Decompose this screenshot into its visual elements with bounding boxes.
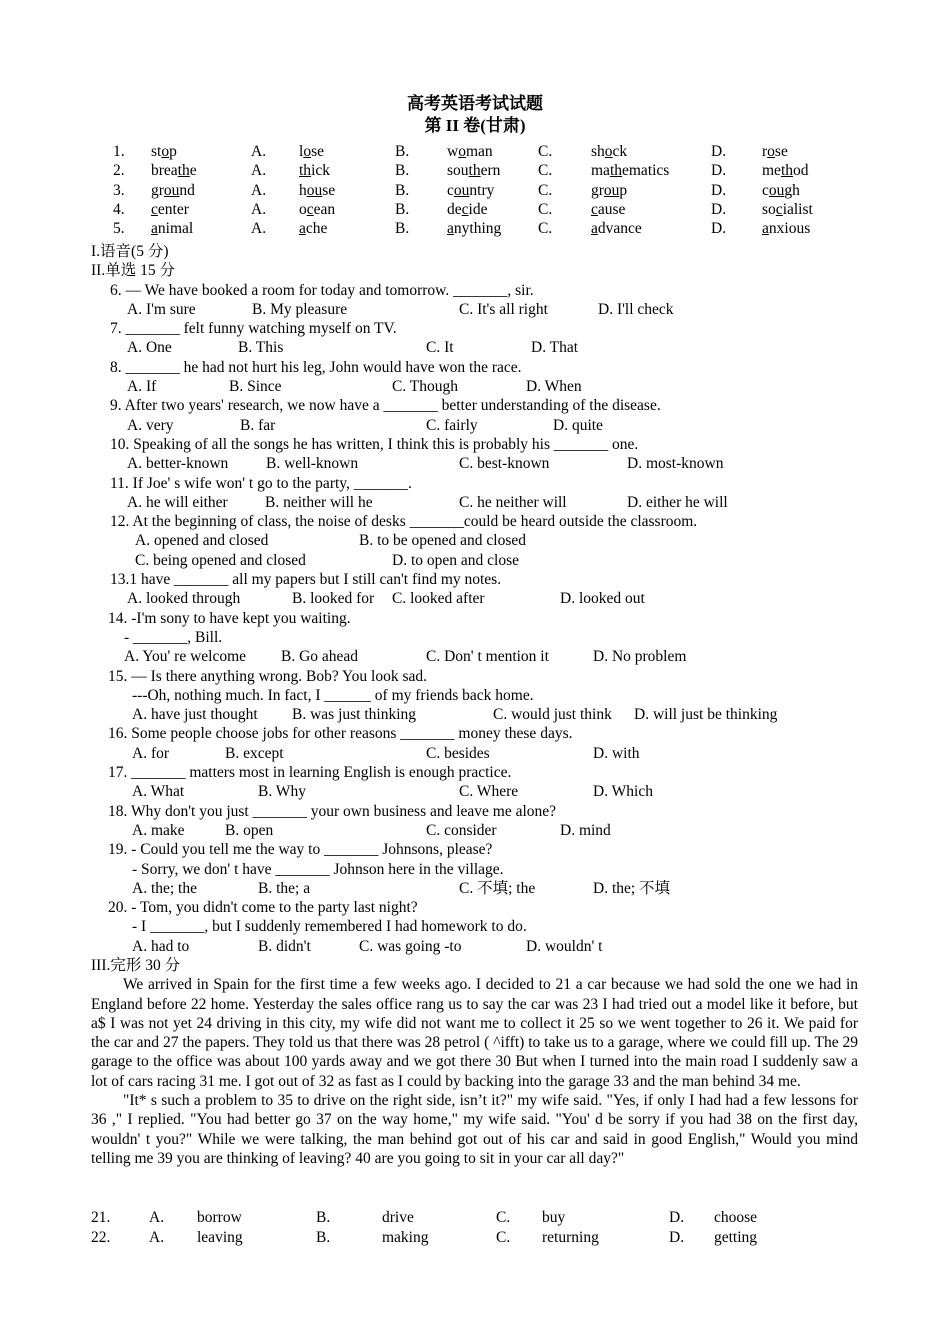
option-word: anything	[447, 220, 502, 238]
section-heading-line	[0, 956, 950, 975]
option-word: buy	[542, 1209, 566, 1227]
option-label: D.	[711, 143, 727, 160]
answer-option: C. was going -to	[359, 937, 462, 955]
question-stem: 13.1 have _______ all my papers but I still can't find my notes.	[110, 571, 502, 589]
question-line	[0, 860, 950, 879]
answer-option: A. the; the	[132, 879, 197, 897]
answer-option: A. You' re welcome	[124, 648, 247, 666]
question-line	[0, 435, 950, 454]
question-line	[0, 686, 950, 705]
question-line	[0, 724, 950, 743]
option-label: C.	[538, 181, 553, 199]
underlined-letters: ou	[453, 181, 470, 199]
option-label: C.	[496, 1209, 511, 1227]
question-stem: 16. Some people choose jobs for other reasons _______ money these days.	[108, 725, 573, 743]
phonetics-row	[0, 219, 950, 238]
answer-option: A. If	[127, 378, 157, 396]
section-heading-line	[0, 261, 950, 280]
question-line	[0, 667, 950, 686]
options-line	[0, 647, 950, 666]
cloze-option-row	[0, 1228, 950, 1247]
underlined-letters: th	[299, 162, 312, 180]
passage-body	[91, 975, 858, 1168]
underlined-letters: ou	[163, 181, 180, 199]
answer-option: D. will just be thinking	[634, 706, 778, 724]
answer-option: D. the; 不填	[593, 879, 671, 897]
option-label: A.	[149, 1228, 165, 1246]
question-stem: 19. - Could you tell me the way to _______ Johnsons, please?	[108, 841, 493, 859]
option-word: woman	[447, 143, 493, 160]
section-heading-line	[0, 242, 950, 261]
question-line	[0, 917, 950, 936]
option-word: choose	[714, 1209, 758, 1227]
option-label: A.	[251, 220, 267, 238]
answer-option: B. well-known	[266, 455, 359, 473]
section-heading: III.完形 30 分	[91, 956, 181, 974]
answer-option: A. What	[132, 783, 185, 801]
option-word: mathematics	[591, 162, 670, 180]
options-line	[0, 338, 950, 357]
answer-option: A. make	[132, 821, 185, 839]
option-word: ache	[299, 220, 328, 238]
options-line	[0, 531, 950, 550]
answer-option: A. One	[127, 339, 172, 357]
answer-option: A. looked through	[127, 590, 241, 608]
answer-option: B. This	[238, 339, 284, 357]
option-word: rose	[762, 143, 788, 160]
options-line	[0, 454, 950, 473]
answer-option: D. Which	[593, 783, 653, 801]
options-line	[0, 782, 950, 801]
answer-option: B. was just thinking	[292, 706, 417, 724]
option-word: drive	[382, 1209, 414, 1227]
page-title: 高考英语考试试题	[407, 94, 543, 113]
question-number: 22.	[91, 1228, 111, 1246]
answer-option: D. When	[526, 378, 582, 396]
option-label: C.	[538, 162, 553, 180]
answer-option: C. consider	[426, 821, 497, 839]
answer-option: D. quite	[553, 416, 603, 434]
options-line	[0, 551, 950, 570]
answer-option: B. far	[240, 416, 276, 434]
underlined-letters: th	[468, 162, 481, 180]
question-word: animal	[151, 220, 194, 238]
answer-option: C. looked after	[392, 590, 485, 608]
phonetics-row	[0, 142, 950, 161]
question-number: 2.	[113, 162, 125, 180]
option-word: leaving	[197, 1228, 243, 1246]
question-stem: 20. - Tom, you didn't come to the party last night?	[108, 899, 418, 917]
answer-option: D. That	[531, 339, 579, 357]
underlined-letters: th	[177, 162, 190, 180]
question-line	[0, 512, 950, 531]
question-stem: - _______, Bill.	[124, 628, 223, 646]
answer-option: A. have just thought	[132, 706, 258, 724]
option-label: B.	[316, 1209, 331, 1227]
option-word: lose	[299, 143, 324, 160]
underlined-letters: c	[151, 200, 158, 218]
passage-paragraph: "It* s such a problem to 35 to drive on the right side, isn’t it?" my wife said. "Yes, if only I had had a few lessons for 36 ," I replied. "You had better go 37 on the way home," my wife said. "You' d be sorry if you had 38 on the first day, wouldn' t you?" While we were talking, the man behind got out of his car and said in good English," Would you mind telling me 39 you are thinking of leaving? 40 are you going to sit in your car all day?"	[91, 1092, 858, 1167]
question-stem: 9. After two years' research, we now have a _______ better understanding of the disease.	[110, 397, 661, 415]
question-stem: - I _______, but I suddenly remembered I had homework to do.	[132, 918, 527, 936]
option-label: C.	[538, 200, 553, 218]
question-line	[0, 570, 950, 589]
question-stem: - Sorry, we don' t have _______ Johnson here in the village.	[132, 860, 504, 878]
option-word: group	[591, 181, 628, 199]
question-stem: 11. If Joe' s wife won' t go to the party, _______.	[110, 474, 412, 492]
question-stem: 8. _______ he had not hurt his leg, John would have won the race.	[110, 358, 522, 376]
answer-option: A. better-known	[127, 455, 229, 473]
option-label: A.	[251, 143, 267, 160]
answer-option: C. Don' t mention it	[426, 648, 549, 666]
answer-option: B. My pleasure	[252, 300, 348, 318]
answer-option: A. had to	[132, 937, 190, 955]
question-line	[0, 396, 950, 415]
page-subtitle: 第 II 卷(甘肃)	[424, 116, 526, 135]
answer-option: A. I'm sure	[127, 300, 196, 318]
question-stem: 17. _______ matters most in learning English is enough practice.	[108, 764, 512, 782]
option-label: D.	[711, 162, 727, 180]
question-number: 4.	[113, 200, 125, 218]
answer-option: B. except	[225, 744, 284, 762]
answer-option: B. open	[225, 821, 274, 839]
answer-option: D. to open and close	[392, 551, 519, 569]
options-line	[0, 879, 950, 898]
answer-option: B. Why	[258, 783, 306, 801]
option-word: socialist	[762, 200, 813, 218]
option-label: B.	[316, 1228, 331, 1246]
option-label: A.	[251, 181, 267, 199]
answer-option: A. very	[127, 416, 174, 434]
passage-paragraph: We arrived in Spain for the first time a few weeks ago. I decided to 21 a car because we had sold the one we had in England before 22 home. Yesterday the sales office rang us to say the car was 23 I had tried out a model like it before, but a$ I was not yet 24 driving in this city, my wife did not want me to collect it 25 so we went together to 26 it. We paid for the car and 27 the papers. They told us that there was 28 petrol ( ^ifft) to take us to a garage, where we could fill up. The 29 garage to the office was about 100 yards away and we got there 30 But when I turned into the main road I suddenly saw a lot of cars racing 31 me. I got out of 32 as fast as I could by backing into the garage 33 and the man behind 34 me.	[91, 976, 858, 1090]
option-label: D.	[711, 220, 727, 238]
answer-option: C. It	[426, 339, 454, 357]
underlined-letters: ou	[768, 181, 785, 199]
answer-option: A. opened and closed	[135, 532, 269, 550]
answer-option: C. besides	[426, 744, 490, 762]
option-label: D.	[711, 181, 727, 199]
options-line	[0, 744, 950, 763]
option-word: cause	[591, 200, 626, 218]
underlined-letters: o	[458, 143, 466, 160]
options-line	[0, 493, 950, 512]
question-number: 3.	[113, 181, 125, 199]
option-label: C.	[538, 143, 553, 160]
question-stem: 15. — Is there anything wrong. Bob? You look sad.	[108, 667, 428, 685]
option-word: getting	[714, 1228, 758, 1246]
cloze-option-row	[0, 1208, 950, 1227]
underlined-letters: ou	[603, 181, 620, 199]
option-label: D.	[711, 200, 727, 218]
underlined-letters: c	[591, 200, 598, 218]
answer-option: D. looked out	[560, 590, 645, 608]
answer-option: B. Since	[229, 378, 282, 396]
question-word: stop	[151, 143, 177, 160]
options-line	[0, 589, 950, 608]
answer-option: B. didn't	[258, 937, 311, 955]
option-label: B.	[395, 181, 410, 199]
underlined-letters: a	[447, 220, 454, 238]
answer-option: A. he will either	[127, 493, 228, 511]
answer-option: D. No problem	[593, 648, 687, 666]
answer-option: B. Go ahead	[281, 648, 359, 666]
question-line	[0, 840, 950, 859]
option-word: southern	[447, 162, 501, 180]
answer-option: C. Though	[392, 378, 459, 396]
option-word: advance	[591, 220, 642, 238]
answer-option: C. being opened and closed	[135, 551, 306, 569]
underlined-letters: c	[775, 200, 783, 218]
answer-option: C. he neither will	[459, 493, 567, 511]
phonetics-row	[0, 181, 950, 200]
underlined-letters: o	[604, 143, 613, 160]
answer-option: B. looked for	[292, 590, 375, 608]
options-line	[0, 300, 950, 319]
question-line	[0, 358, 950, 377]
option-label: A.	[251, 200, 267, 218]
question-stem: 12. At the beginning of class, the noise of desks _______could be heard outside the classroom.	[110, 513, 698, 531]
answer-option: C. would just think	[493, 706, 612, 724]
question-number: 1.	[113, 143, 125, 160]
question-stem: 14. -I'm sony to have kept you waiting.	[108, 609, 351, 627]
question-line	[0, 802, 950, 821]
option-label: B.	[395, 143, 410, 160]
question-line	[0, 898, 950, 917]
underlined-letters: o	[303, 143, 312, 160]
answer-option: D. wouldn' t	[526, 937, 603, 955]
option-label: A.	[251, 162, 267, 180]
answer-option: C. Where	[459, 783, 519, 801]
underlined-letters: a	[591, 220, 598, 238]
underlined-letters: ou	[306, 181, 323, 199]
answer-option: B. the; a	[258, 879, 311, 897]
question-stem: 18. Why don't you just _______ your own business and leave me alone?	[108, 802, 557, 820]
option-word: decide	[447, 200, 488, 218]
section-heading: II.单选 15 分	[91, 262, 175, 280]
options-line	[0, 416, 950, 435]
question-line	[0, 319, 950, 338]
answer-option: B. to be opened and closed	[359, 532, 527, 550]
option-label: A.	[149, 1209, 165, 1227]
question-line	[0, 474, 950, 493]
section-heading: I.语音(5 分)	[91, 243, 169, 260]
underlined-letters: a	[299, 220, 306, 238]
underlined-letters: o	[161, 143, 170, 160]
question-line	[0, 763, 950, 782]
option-label: D.	[669, 1209, 685, 1227]
question-line	[0, 609, 950, 628]
option-word: borrow	[197, 1209, 242, 1227]
underlined-letters: o	[767, 143, 775, 160]
option-label: B.	[395, 200, 410, 218]
options-line	[0, 377, 950, 396]
option-word: shock	[591, 143, 628, 160]
option-word: method	[762, 162, 809, 180]
answer-option: D. most-known	[627, 455, 724, 473]
question-line	[0, 628, 950, 647]
option-label: B.	[395, 220, 410, 238]
answer-option: D. mind	[560, 821, 611, 839]
phonetics-row	[0, 200, 950, 219]
answer-option: C. best-known	[459, 455, 550, 473]
main-content	[0, 242, 950, 1247]
question-word: breathe	[151, 162, 197, 180]
question-line	[0, 281, 950, 300]
option-word: house	[299, 181, 336, 199]
question-stem: 10. Speaking of all the songs he has written, I think this is probably his _______ one.	[110, 435, 639, 453]
answer-option: D. with	[593, 744, 640, 762]
phonetics-row	[0, 161, 950, 180]
question-word: center	[151, 200, 189, 218]
cloze-passage	[0, 975, 950, 1208]
question-stem: 7. _______ felt funny watching myself on TV.	[110, 320, 397, 338]
underlined-letters: a	[151, 220, 158, 238]
question-stem: ---Oh, nothing much. In fact, I ______ of my friends back home.	[132, 686, 534, 704]
option-word: making	[382, 1228, 429, 1246]
underlined-letters: c	[306, 200, 314, 218]
answer-option: C. 不填; the	[459, 879, 536, 897]
option-word: thick	[299, 162, 330, 180]
option-label: C.	[538, 220, 553, 238]
answer-option: D. either he will	[627, 493, 728, 511]
option-word: country	[447, 181, 495, 199]
answer-option: D. I'll check	[598, 300, 674, 318]
question-number: 21.	[91, 1209, 111, 1227]
option-label: C.	[496, 1228, 511, 1246]
options-line	[0, 937, 950, 956]
underlined-letters: th	[609, 162, 622, 180]
option-label: B.	[395, 162, 410, 180]
question-stem: 6. — We have booked a room for today and tomorrow. _______, sir.	[110, 281, 534, 299]
option-label: D.	[669, 1228, 685, 1246]
underlined-letters: th	[780, 162, 793, 180]
phonetics-table	[0, 142, 950, 238]
question-number: 5.	[113, 220, 125, 238]
options-line	[0, 821, 950, 840]
options-line	[0, 705, 950, 724]
answer-option: C. It's all right	[459, 300, 548, 318]
option-word: returning	[542, 1228, 599, 1246]
option-word: cough	[762, 181, 800, 199]
underlined-letters: a	[762, 220, 769, 238]
answer-option: C. fairly	[426, 416, 478, 434]
underlined-letters: c	[461, 200, 469, 218]
option-word: ocean	[299, 200, 336, 218]
question-word: ground	[151, 181, 195, 199]
option-word: anxious	[762, 220, 811, 238]
answer-option: A. for	[132, 744, 170, 762]
answer-option: B. neither will he	[265, 493, 373, 511]
